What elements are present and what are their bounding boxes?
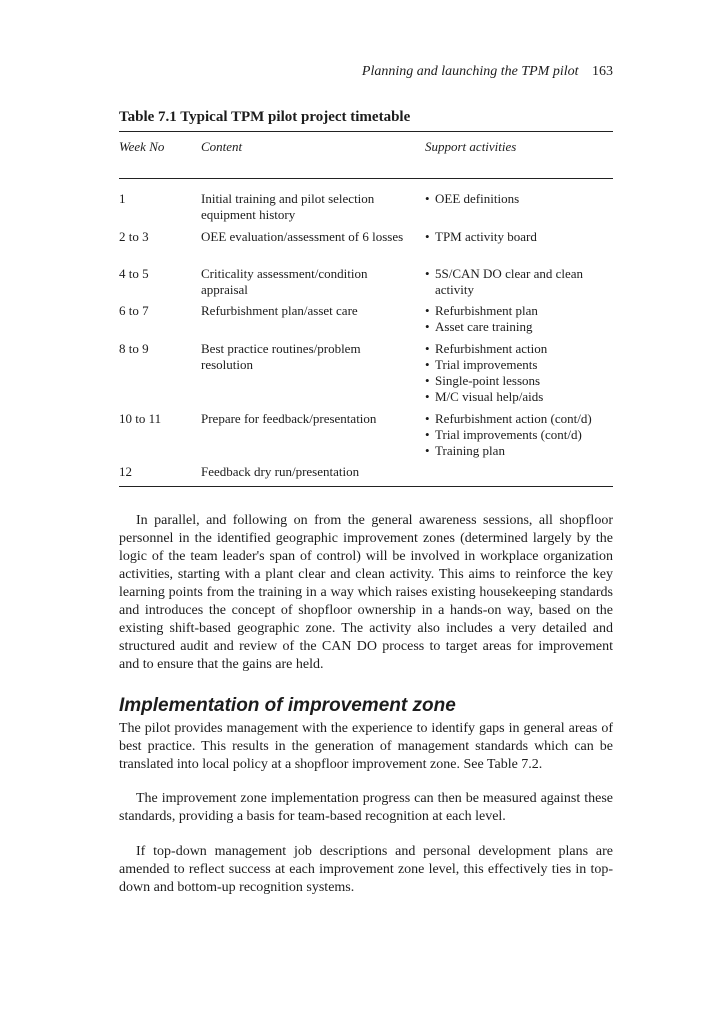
support-item: • Refurbishment plan bbox=[425, 303, 617, 319]
support-item: • Refurbishment action bbox=[425, 341, 617, 357]
running-header bbox=[362, 64, 613, 80]
table-row bbox=[119, 341, 613, 411]
support-item: • Trial improvements bbox=[425, 357, 617, 373]
cell-support bbox=[425, 341, 617, 405]
cell-content: OEE evaluation/assessment of 6 losses bbox=[201, 229, 404, 244]
cell-content: Criticality assessment/condition appraisal bbox=[201, 266, 368, 297]
table-row bbox=[119, 303, 613, 341]
cell-support bbox=[425, 229, 617, 245]
cell-content: Best practice routines/problem resolution bbox=[201, 341, 361, 372]
cell-support bbox=[425, 191, 617, 207]
table-body bbox=[119, 191, 613, 482]
cell-support bbox=[425, 303, 617, 335]
support-list bbox=[425, 303, 617, 335]
support-item: • Refurbishment action (cont/d) bbox=[425, 411, 617, 427]
body-paragraph-2: The pilot provides management with the experience to identify gaps in general areas of best practice. This results in the generation of management standards which can be translated into local policy at a shopfloor improvement zone. See Table 7.2. bbox=[119, 721, 613, 772]
header-support: Support activities bbox=[425, 139, 517, 154]
table-header-row bbox=[119, 139, 613, 171]
cell-week: 4 to 5 bbox=[119, 266, 149, 281]
cell-content: Feedback dry run/presentation bbox=[201, 464, 360, 479]
cell-content: Refurbishment plan/asset care bbox=[201, 303, 358, 318]
support-item: • 5S/CAN DO clear and clean activity bbox=[425, 266, 617, 298]
support-list bbox=[425, 266, 617, 298]
page-number: 163 bbox=[592, 64, 613, 79]
body-paragraph-4: If top-down management job descriptions and personal development plans are amended to reflect success at each improvement zone level, this effectively ties in top-down and bottom-up recognition systems. bbox=[119, 844, 613, 895]
header-content: Content bbox=[201, 139, 243, 154]
cell-week: 10 to 11 bbox=[119, 411, 162, 426]
support-item: • Training plan bbox=[425, 443, 617, 459]
timetable-table bbox=[119, 131, 613, 487]
support-item: • OEE definitions bbox=[425, 191, 617, 207]
table-caption: Table 7.1 Typical TPM pilot project timetable bbox=[119, 109, 411, 125]
support-item: • Asset care training bbox=[425, 319, 617, 335]
table-row bbox=[119, 411, 613, 464]
support-item: • Single-point lessons bbox=[425, 373, 617, 389]
cell-support bbox=[425, 411, 617, 459]
cell-week: 12 bbox=[119, 464, 132, 479]
cell-week: 8 to 9 bbox=[119, 341, 149, 356]
running-title: Planning and launching the TPM pilot bbox=[361, 64, 579, 79]
support-list bbox=[425, 191, 617, 207]
body-paragraph-3: The improvement zone implementation progress can then be measured against these standards, providing a basis for team-based recognition at each level. bbox=[119, 791, 613, 824]
table-bottom-rule bbox=[119, 486, 613, 487]
support-list bbox=[425, 411, 617, 459]
cell-week: 1 bbox=[119, 191, 126, 206]
cell-support bbox=[425, 266, 617, 298]
cell-content: Initial training and pilot selection equipment history bbox=[201, 191, 375, 222]
table-header-rule bbox=[119, 178, 613, 179]
section-heading: Implementation of improvement zone bbox=[119, 695, 456, 716]
table-row bbox=[119, 464, 613, 482]
support-list bbox=[425, 229, 617, 245]
support-list bbox=[425, 341, 617, 405]
cell-week: 6 to 7 bbox=[119, 303, 149, 318]
body-paragraph-1: In parallel, and following on from the general awareness sessions, all shopfloor personnel in the identified geographic improvement zones (determined largely by the logic of the team leader's span of control) will be involved in workplace organization activities, starting with a plant clear and clean activity. This aims to reinforce the key learning points from the training in a way which raises existing housekeeping standards and introduces the concept of shopfloor ownership in a hands-on way, based on the existing shift-based geographic zone. The activity also includes a very detailed and structured audit and review of the CAN DO process to target areas for improvement and to ensure that the gains are held. bbox=[119, 513, 613, 672]
table-top-rule bbox=[119, 131, 613, 132]
support-item: • M/C visual help/aids bbox=[425, 389, 617, 405]
cell-content: Prepare for feedback/presentation bbox=[201, 411, 377, 426]
header-week: Week No bbox=[119, 139, 165, 154]
support-item: • Trial improvements (cont/d) bbox=[425, 427, 617, 443]
cell-week: 2 to 3 bbox=[119, 229, 149, 244]
table-row bbox=[119, 191, 613, 229]
table-row bbox=[119, 229, 613, 266]
support-item: • TPM activity board bbox=[425, 229, 617, 245]
table-row bbox=[119, 266, 613, 303]
